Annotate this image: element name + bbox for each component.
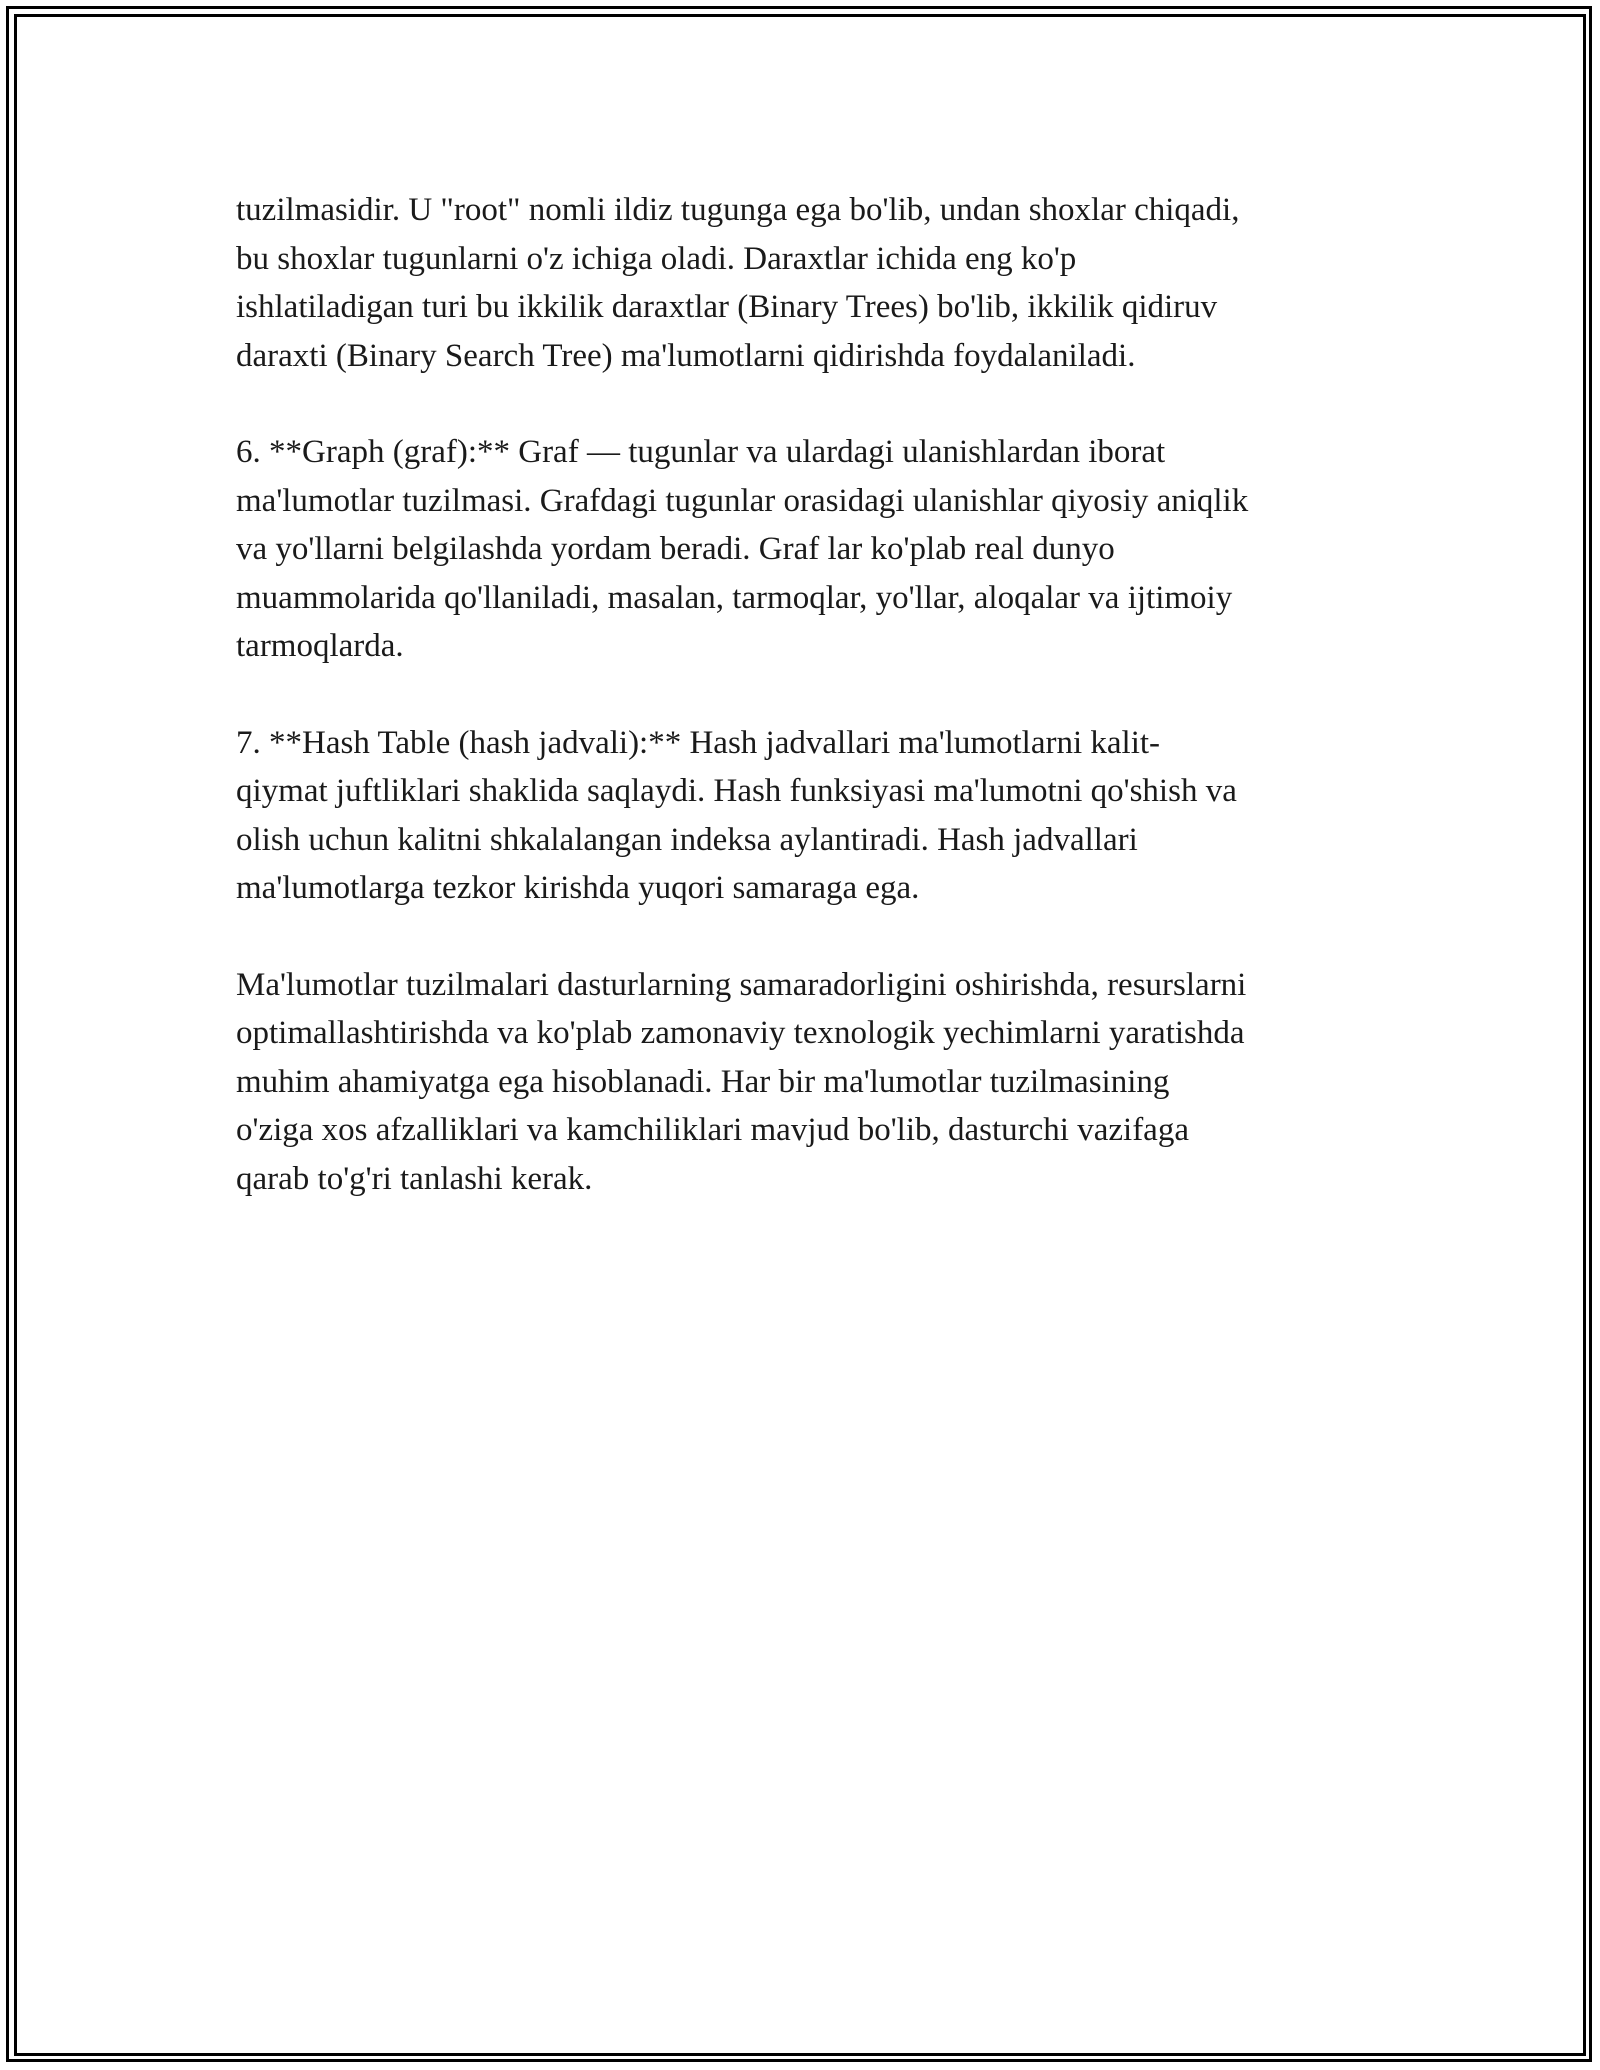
paragraph-graph	[236, 428, 1376, 671]
text-line: o'ziga xos afzalliklari va kamchiliklari mavjud bo'lib, dasturchi vazifaga	[236, 1112, 1189, 1148]
text-line: 6. **Graph (graf):** Graf — tugunlar va ulardagi ulanishlardan iborat	[236, 434, 1166, 470]
paragraph-conclusion	[236, 961, 1376, 1204]
document-body	[236, 186, 1376, 1251]
text-line: bu shoxlar tugunlarni o'z ichiga oladi. Daraxtlar ichida eng ko'p	[236, 240, 1077, 277]
text-line: Ma'lumotlar tuzilmalari dasturlarning samaradorligini oshirishda, resurslarni	[236, 966, 1247, 1003]
text-line: ma'lumotlarga tezkor kirishda yuqori samaraga ega.	[236, 870, 920, 906]
text-line: qiymat juftliklari shaklida saqlaydi. Hash funksiyasi ma'lumotni qo'shish va	[236, 773, 1237, 809]
text-line: tuzilmasidir. U "root" nomli ildiz tugunga ega bo'lib, undan shoxlar chiqadi,	[236, 192, 1240, 228]
text-line: tarmoqlarda.	[236, 628, 404, 664]
text-line: muhim ahamiyatga ega hisoblanadi. Har bir ma'lumotlar tuzilmasining	[236, 1063, 1170, 1100]
text-line: olish uchun kalitni shkalalangan indeksa aylantiradi. Hash jadvallari	[236, 821, 1138, 858]
text-line: ishlatiladigan turi bu ikkilik daraxtlar (Binary Trees) bo'lib, ikkilik qidiruv	[236, 289, 1218, 325]
paragraph-hash-table	[236, 719, 1376, 913]
text-line: ma'lumotlar tuzilmasi. Grafdagi tugunlar orasidagi ulanishlar qiyosiy aniqlik	[236, 482, 1249, 519]
text-line: optimallashtirishda va ko'plab zamonaviy texnologik yechimlarni yaratishda	[236, 1015, 1245, 1051]
text-line: 7. **Hash Table (hash jadvali):** Hash jadvallari ma'lumotlarni kalit-	[236, 724, 1161, 761]
text-line: va yo'llarni belgilashda yordam beradi. Graf lar ko'plab real dunyo	[236, 531, 1115, 567]
text-line: muammolarida qo'llaniladi, masalan, tarmoqlar, yo'llar, aloqalar va ijtimoiy	[236, 579, 1233, 616]
paragraph-tree-continuation	[236, 186, 1376, 380]
text-line: daraxti (Binary Search Tree) ma'lumotlarni qidirishda foydalaniladi.	[236, 337, 1136, 374]
text-line: qarab to'g'ri tanlashi kerak.	[236, 1160, 593, 1197]
